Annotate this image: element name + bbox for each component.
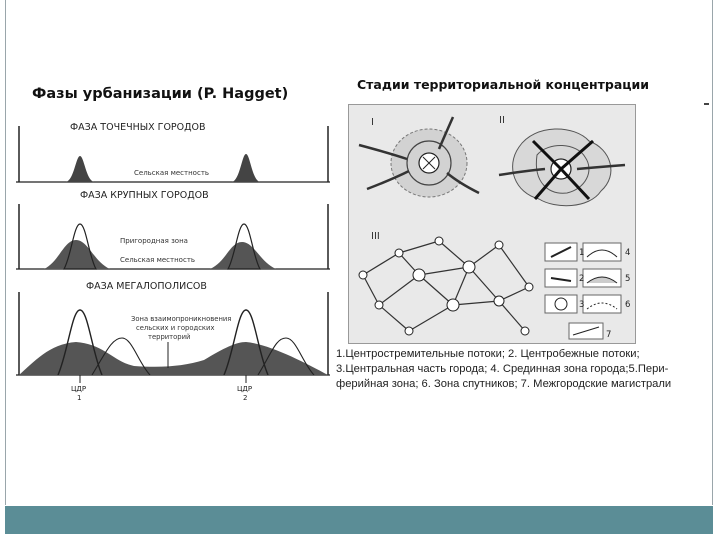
frame-right-line (712, 0, 713, 505)
phase1-title: ФАЗА ТОЧЕЧНЫХ ГОРОДОВ (70, 122, 206, 133)
footer-bar (5, 506, 713, 534)
legend-caption (336, 347, 714, 392)
phase2-rural-label: Сельская местность (120, 256, 196, 264)
cbd1-label: ЦДР (71, 385, 87, 393)
phases-svg (14, 112, 332, 404)
phase3-title: ФАЗА МЕГАЛОПОЛИСОВ (86, 281, 207, 292)
stage2-label: II (499, 115, 505, 126)
phase1-rural-label: Сельская местность (134, 169, 210, 177)
legend-num-1: 1 (579, 248, 585, 258)
phase3-mix-label-2: сельских и городских (136, 324, 215, 332)
phase1-peak-2 (232, 154, 260, 182)
stage3-network (363, 241, 529, 331)
phase2-suburban-label: Пригородная зона (120, 237, 188, 245)
phase2-city2-base (210, 242, 276, 269)
legend-icons (545, 243, 630, 340)
stage3-nodes (359, 237, 533, 335)
phase3-mix-label-1: Зона взаимопроникновения (131, 315, 232, 323)
cbd2-label: ЦДР (237, 385, 253, 393)
legend-line-1: 1.Центростремительные потоки; 2. Центробежные потоки; (336, 348, 640, 360)
legend-line-3: ферийная зона; 6. Зона спутников; 7. Межгородские магистрали (336, 378, 672, 390)
stage3-label: III (371, 231, 380, 242)
legend-box-4 (583, 243, 621, 261)
concentration-stages-diagram (348, 104, 636, 344)
cbd2-number: 2 (243, 394, 248, 402)
stages-svg (349, 105, 635, 343)
urbanization-phases-diagram (14, 112, 332, 404)
phase3-megalopolis-fill (19, 342, 328, 375)
legend-num-6: 6 (625, 300, 631, 310)
phase2-title: ФАЗА КРУПНЫХ ГОРОДОВ (80, 190, 209, 201)
frame-tick (704, 103, 709, 105)
cbd1-number: 1 (77, 394, 82, 402)
frame-left-line (5, 0, 6, 505)
legend-box-2 (545, 269, 577, 287)
stage1-label: I (371, 117, 374, 128)
legend-box-6 (583, 295, 621, 313)
right-title: Стадии территориальной концентрации (357, 77, 650, 92)
phase3-mix-label-3: территорий (148, 333, 191, 341)
phase2-city1-base (44, 240, 110, 269)
legend-num-2: 2 (579, 274, 585, 284)
left-title: Фазы урбанизации (P. Hagget) (32, 86, 289, 102)
legend-num-4: 4 (625, 248, 631, 258)
legend-num-7: 7 (606, 330, 612, 340)
legend-icon-center (555, 298, 567, 310)
legend-line-2: 3.Центральная часть города; 4. Срединная зона города;5.Пери- (336, 363, 669, 375)
phase1-peak-1 (66, 156, 94, 182)
legend-num-5: 5 (625, 274, 631, 284)
legend-num-3: 3 (579, 300, 585, 310)
